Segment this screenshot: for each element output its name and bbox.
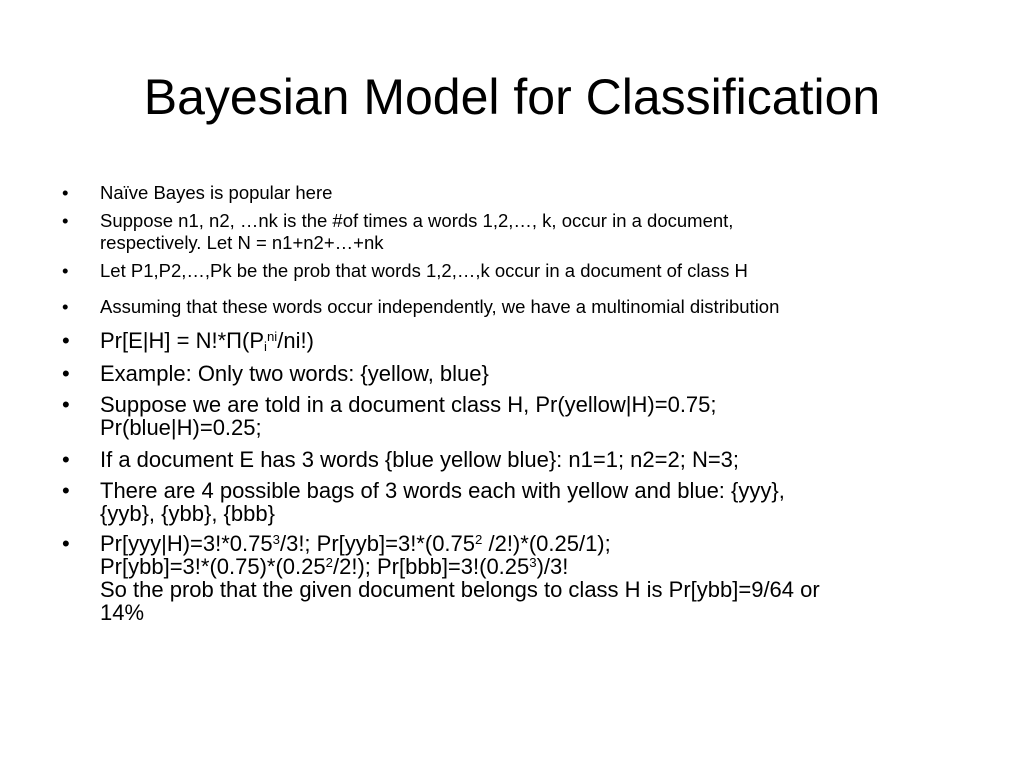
bullet-marker: •: [62, 478, 70, 503]
list-item: [62, 362, 962, 385]
bullet-marker: •: [62, 328, 70, 353]
bullet-marker: •: [62, 182, 69, 203]
bullet-text-continuation: respectively. Let N = n1+n2+…+nk: [100, 232, 384, 253]
bullet-text-conclusion: So the prob that the given document belongs to class H is Pr[ybb]=9/64 or: [100, 577, 820, 602]
bullet-text: If a document E has 3 words {blue yellow blue}: n1=1; n2=2; N=3;: [100, 447, 740, 472]
bullet-text: Example: Only two words: {yellow, blue}: [100, 361, 489, 386]
list-item: [62, 210, 962, 254]
bullet-marker: •: [62, 210, 69, 231]
list-item: [62, 296, 962, 318]
bullet-text: Suppose n1, n2, …nk is the #of times a words 1,2,…, k, occur in a document,: [100, 210, 734, 231]
bullet-text: Let P1,P2,…,Pk be the prob that words 1,2,…,k occur in a document of class H: [100, 260, 748, 281]
bullet-text: Naïve Bayes is popular here: [100, 182, 333, 203]
list-item: [62, 479, 962, 525]
bullet-text-continuation: 14%: [100, 600, 145, 625]
bullet-marker: •: [62, 447, 70, 472]
slide-title: Bayesian Model for Classification: [143, 69, 881, 125]
bullet-text-formula: $Pr[yyy|H)=3!*0.75^3/3$!; $Pr[yyb]=3!*(0.75^2$ /2!)*(0.25/1);: [100, 531, 611, 556]
bullet-marker: •: [62, 531, 70, 556]
bullet-marker: •: [62, 392, 70, 417]
list-item: [62, 393, 962, 439]
list-item: [62, 328, 962, 355]
bullet-text-continuation: Pr(blue|H)=0.25;: [100, 415, 262, 440]
bullet-marker: •: [62, 260, 69, 281]
bullet-text: Suppose we are told in a document class H, Pr(yellow|H)=0.75;: [100, 392, 717, 417]
list-item: [62, 260, 962, 282]
list-item: [62, 532, 962, 624]
bullet-text-formula: $Pr[ybb]=3!*(0.75)*(0.25^2/2!)$; $Pr[bbb]=3!(0.25^3)/3$!: [100, 554, 569, 579]
list-item: [62, 448, 962, 471]
bullet-text-continuation: {yyb}, {ybb}, {bbb}: [100, 501, 275, 526]
bullet-marker: •: [62, 296, 69, 317]
bullet-marker: •: [62, 361, 70, 386]
bullet-text-formula: $Pr[E|H] = N!*\Pi(P_i^{ni}/ni!)$: [100, 328, 314, 355]
bullet-text: Assuming that these words occur independently, we have a multinomial distribution: [100, 296, 780, 317]
bullet-text: There are 4 possible bags of 3 words each with yellow and blue: {yyy},: [100, 478, 785, 503]
list-item: [62, 182, 962, 204]
